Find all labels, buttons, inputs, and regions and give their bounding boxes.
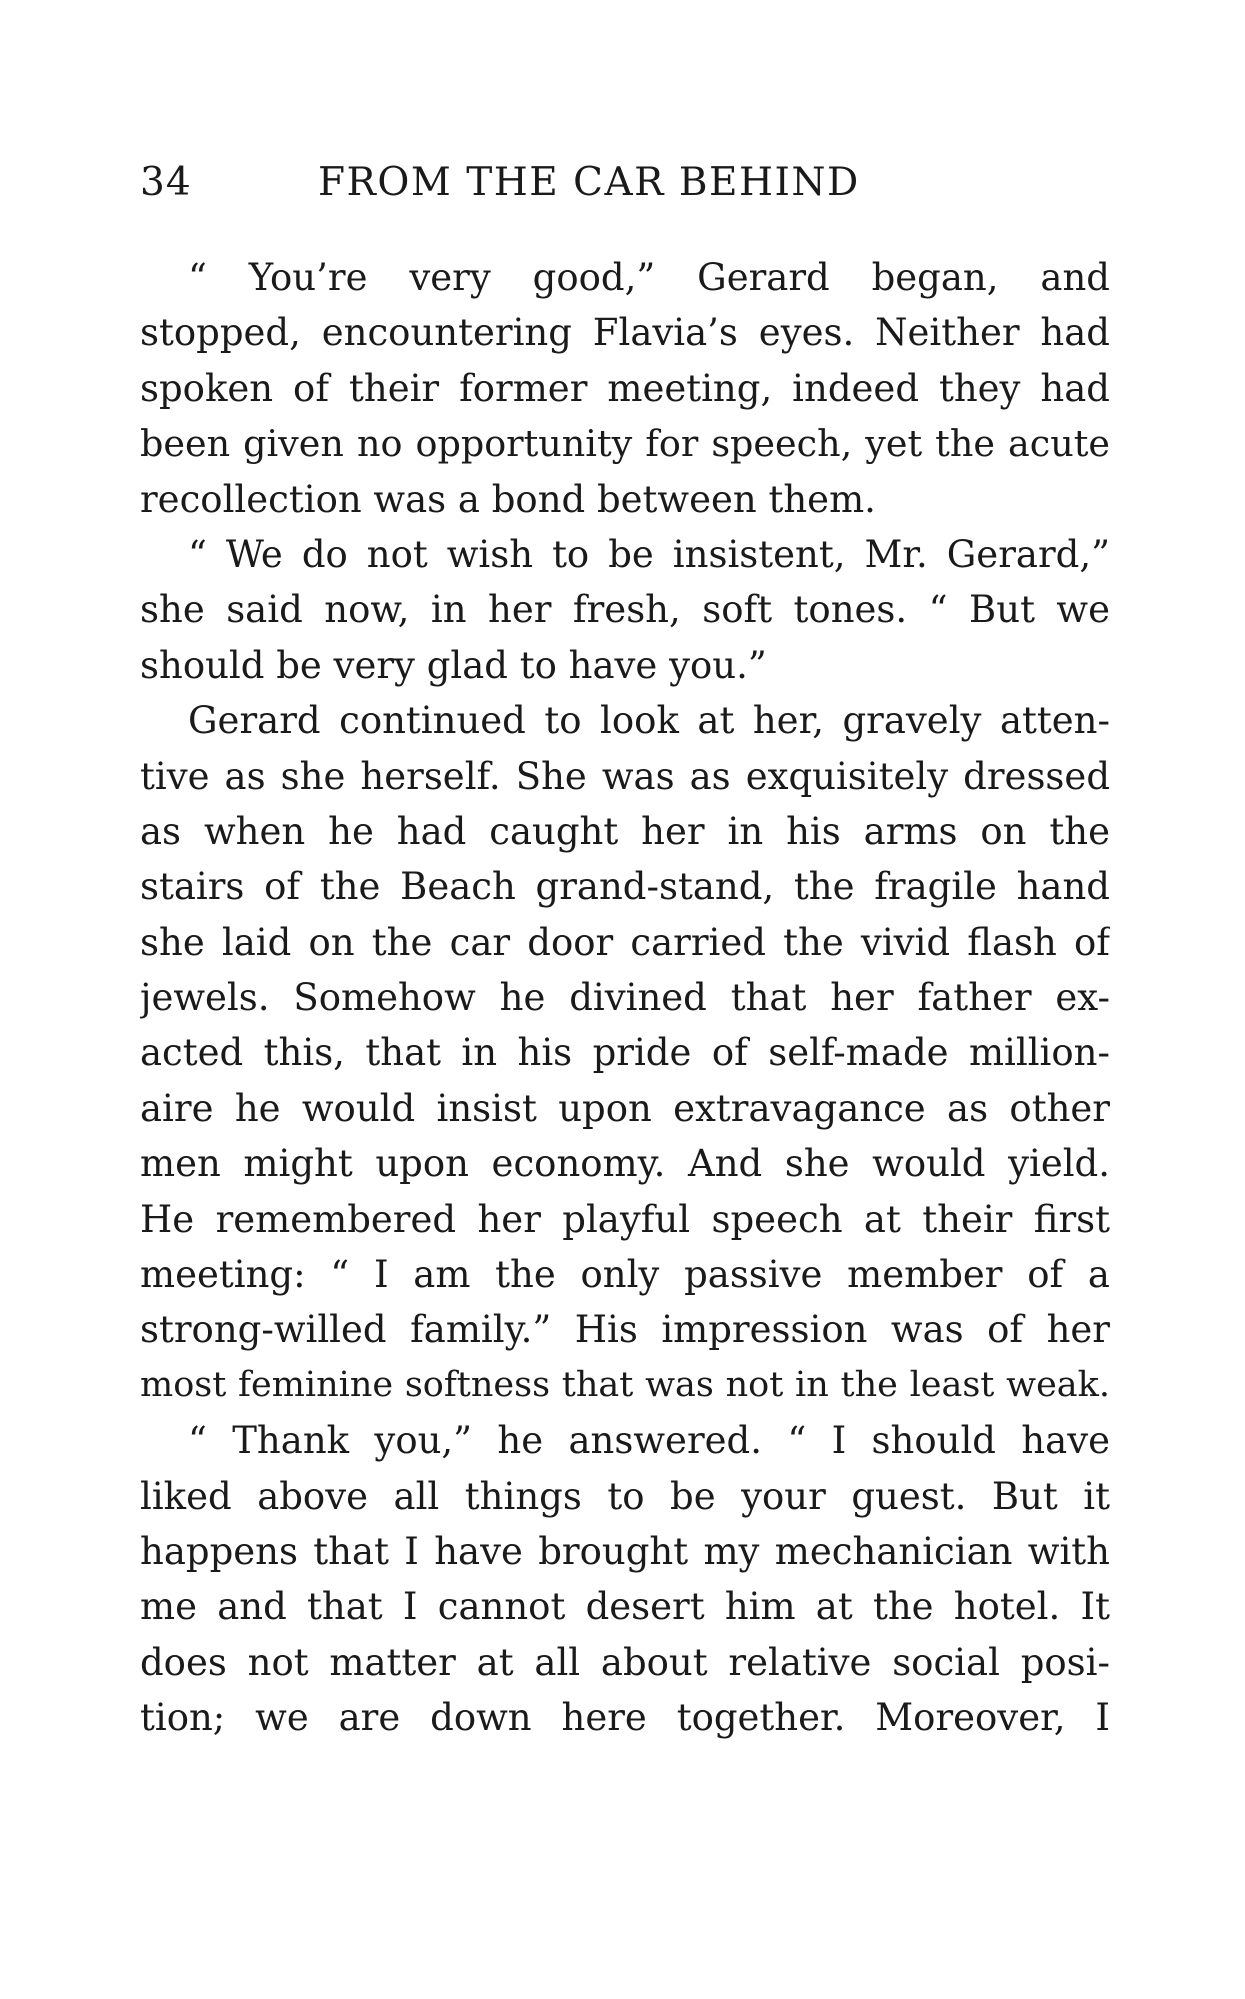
text-line: liked above all things to be your guest. But it (140, 1474, 1110, 1518)
text-line: men might upon economy. And she would yield. (140, 1142, 1110, 1186)
body-text (140, 250, 1110, 1746)
text-line: stairs of the Beach grand-stand, the fragile hand (140, 865, 1110, 909)
text-line: should be very glad to have you.” (140, 643, 767, 687)
text-line: He remembered her playful speech at their first (140, 1197, 1110, 1241)
text-line: strong-willed family.” His impression was of her (140, 1308, 1110, 1352)
text-line: tion; we are down here together. Moreover, I (140, 1696, 1110, 1740)
text-line: recollection was a bond between them. (140, 477, 876, 521)
running-title: FROM THE CAR BEHIND (318, 160, 860, 205)
page-number: 34 (140, 160, 192, 205)
text-line: as when he had caught her in his arms on the (140, 809, 1110, 853)
text-line: “ We do not wish to be insistent, Mr. Gerard,” (188, 532, 1110, 576)
text-line: “ You’re very good,” Gerard began, and (188, 256, 1110, 299)
text-line: “ Thank you,” he answered. “ I should have (188, 1419, 1110, 1463)
text-line: she said now, in her fresh, soft tones. “ But we (140, 588, 1110, 632)
running-head (140, 160, 1110, 210)
text-line: acted this, that in his pride of self-made million- (140, 1031, 1110, 1075)
text-line: tive as she herself. She was as exquisitely dressed (140, 754, 1110, 798)
text-line: jewels. Somehow he divined that her father ex- (140, 976, 1110, 1020)
text-line: stopped, encountering Flavia’s eyes. Neither had (140, 311, 1110, 355)
text-line: me and that I cannot desert him at the hotel. It (140, 1585, 1110, 1629)
text-line: does not matter at all about relative social posi- (140, 1640, 1110, 1684)
text-line: aire he would insist upon extravagance as other (140, 1086, 1110, 1130)
text-line: she laid on the car door carried the vivid flash of (140, 920, 1110, 964)
text-line: spoken of their former meeting, indeed they had (140, 366, 1110, 410)
text-line: been given no opportunity for speech, yet the acute (140, 422, 1110, 466)
text-line: most feminine softness that was not in the least weak. (140, 1364, 1110, 1405)
text-line: happens that I have brought my mechanician with (140, 1529, 1110, 1573)
text-line: Gerard continued to look at her, gravely atten- (188, 699, 1110, 743)
text-line: meeting: “ I am the only passive member of a (140, 1253, 1110, 1297)
